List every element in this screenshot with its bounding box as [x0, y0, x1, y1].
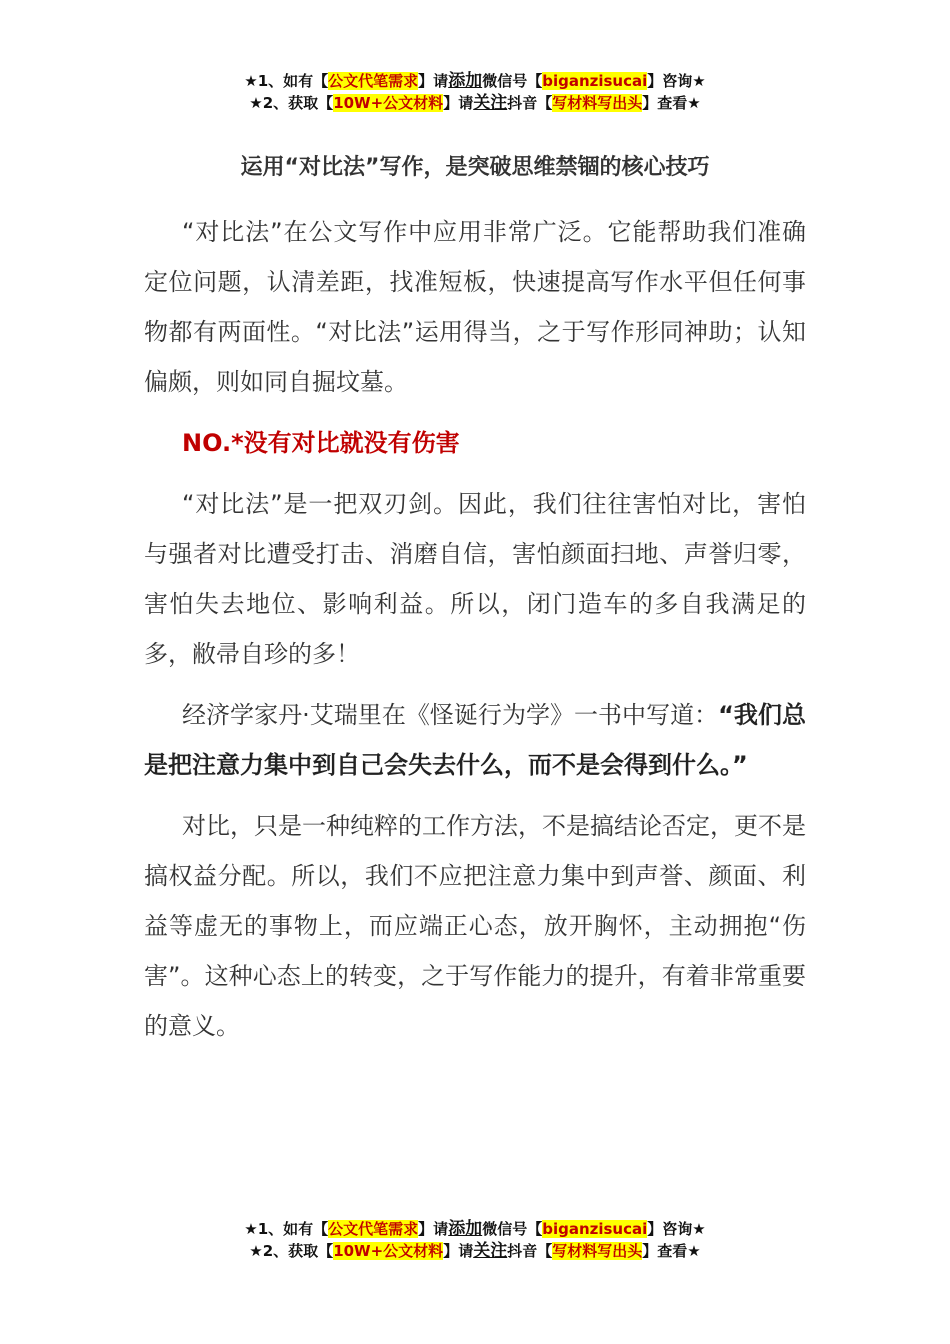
footer-banner [0, 1218, 950, 1262]
paragraph-3-text: 经济学家丹·艾瑞里在《怪诞行为学》一书中写道： [182, 701, 719, 729]
banner-underline: 关注 [473, 93, 508, 113]
banner-text: 】请 [418, 1220, 449, 1238]
banner-text: 】请 [443, 1242, 474, 1260]
banner-text: 微信号【 [482, 72, 543, 90]
banner-highlight: 公文代笔需求 [328, 72, 419, 90]
banner-text: ★2、获取【 [249, 94, 334, 112]
quote-bold: “我们总是把注意力集中到自己会失去什么，而不是会得到什么。” [144, 701, 806, 779]
banner-highlight: 10W+公文材料 [333, 1242, 444, 1260]
banner-text: 微信号【 [482, 1220, 543, 1238]
paragraph-4: 对比，只是一种纯粹的工作方法，不是搞结论否定，更不是搞权益分配。所以，我们不应把注意力集中到声誉、颜面、利益等虚无的事物上，而应端正心态，放开胸怀，主动拥抱“伤害”。这种心态上的转变，之于写作能力的提升，有着非常重要的意义。 [144, 812, 806, 1040]
banner-line-2 [0, 1240, 950, 1262]
banner-line-1 [0, 1218, 950, 1240]
document-body [144, 207, 806, 1062]
banner-highlight: 公文代笔需求 [328, 1220, 419, 1238]
banner-highlight: biganzisucai [542, 1220, 648, 1238]
banner-underline: 添加 [448, 1219, 483, 1239]
banner-highlight: 写材料写出头 [552, 1242, 643, 1260]
header-banner [0, 70, 950, 114]
document-title: 运用“对比法”写作，是突破思维禁锢的核心技巧 [240, 155, 710, 180]
banner-underline: 添加 [448, 71, 483, 91]
paragraph-2: “对比法”是一把双刃剑。因此，我们往往害怕对比，害怕与强者对比遭受打击、消磨自信，害怕颜面扫地、声誉归零，害怕失去地位、影响利益。所以，闭门造车的多自我满足的多，敝帚自珍的多！ [144, 490, 806, 668]
banner-underline: 关注 [473, 1241, 508, 1261]
banner-highlight: biganzisucai [542, 72, 648, 90]
banner-highlight: 10W+公文材料 [333, 94, 444, 112]
banner-text: 抖音【 [507, 1242, 553, 1260]
banner-highlight: 写材料写出头 [552, 94, 643, 112]
banner-text: 】查看★ [642, 94, 701, 112]
paragraph-3 [144, 690, 806, 790]
banner-text: 】请 [418, 72, 449, 90]
banner-text: 抖音【 [507, 94, 553, 112]
banner-text: ★1、如有【 [244, 72, 329, 90]
banner-text: 】咨询★ [647, 72, 706, 90]
banner-text: 】请 [443, 94, 474, 112]
banner-text: 】咨询★ [647, 1220, 706, 1238]
section-heading: NO.*没有对比就没有伤害 [182, 429, 460, 457]
banner-text: ★1、如有【 [244, 1220, 329, 1238]
paragraph-1: “对比法”在公文写作中应用非常广泛。它能帮助我们准确定位问题，认清差距，找准短板，快速提高写作水平但任何事物都有两面性。“对比法”运用得当，之于写作形同神助；认知偏颇，则如同自掘坟墓。 [144, 218, 806, 396]
banner-line-2 [0, 92, 950, 114]
banner-text: 】查看★ [642, 1242, 701, 1260]
banner-line-1 [0, 70, 950, 92]
banner-text: ★2、获取【 [249, 1242, 334, 1260]
